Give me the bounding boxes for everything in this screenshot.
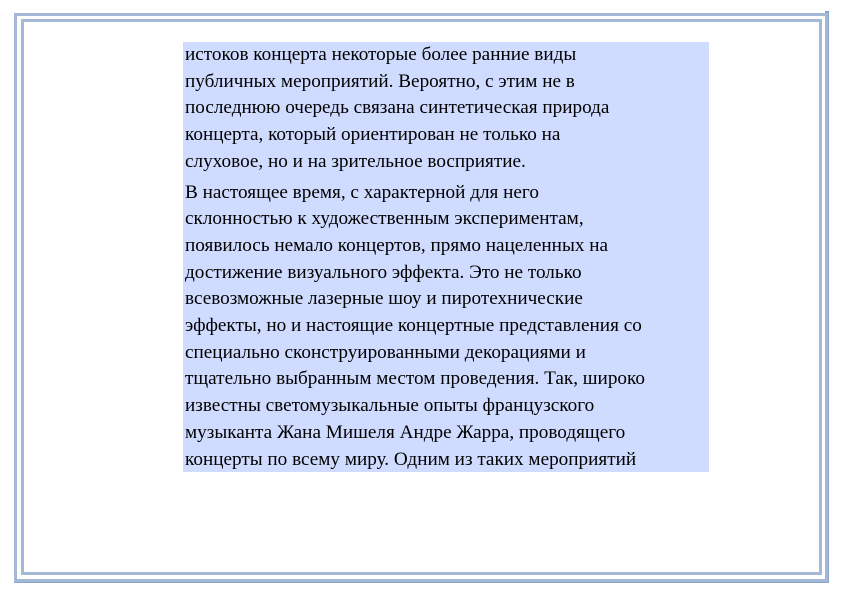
text-line: известны светомузыкальные опыты французского [185,395,595,417]
text-line: специально сконструированными декорациями и [185,341,586,363]
paragraph-2 [185,180,709,474]
text-line: появилось немало концертов, прямо нацеленных на [185,234,609,256]
highlighted-text-block[interactable] [183,42,709,472]
text-line: тщательно выбранным местом проведения. Так, широко [185,368,645,390]
text-line: слуховое, но и на зрительное восприятие. [185,150,526,172]
text-line: достижение визуального эффекта. Это не только [185,261,582,283]
text-line: склонностью к художественным экспериментам, [185,208,584,230]
text-line: всевозможные лазерные шоу и пиротехнические [185,288,583,310]
text-line: публичных мероприятий. Вероятно, с этим не в [185,70,575,92]
text-line: концерта, который ориентирован не только на [185,124,561,146]
text-line: последнюю очередь связана синтетическая природа [185,97,610,119]
text-line: истоков концерта некоторые более ранние виды [185,44,577,65]
paragraph-1 [185,42,709,176]
text-line: В настоящее время, с характерной для него [185,181,539,203]
text-line: концерты по всему миру. Одним из таких мероприятий [185,448,637,470]
text-line: музыканта Жана Мишеля Андре Жарра, проводящего [185,421,626,443]
text-line: эффекты, но и настоящие концертные представления со [185,315,642,337]
